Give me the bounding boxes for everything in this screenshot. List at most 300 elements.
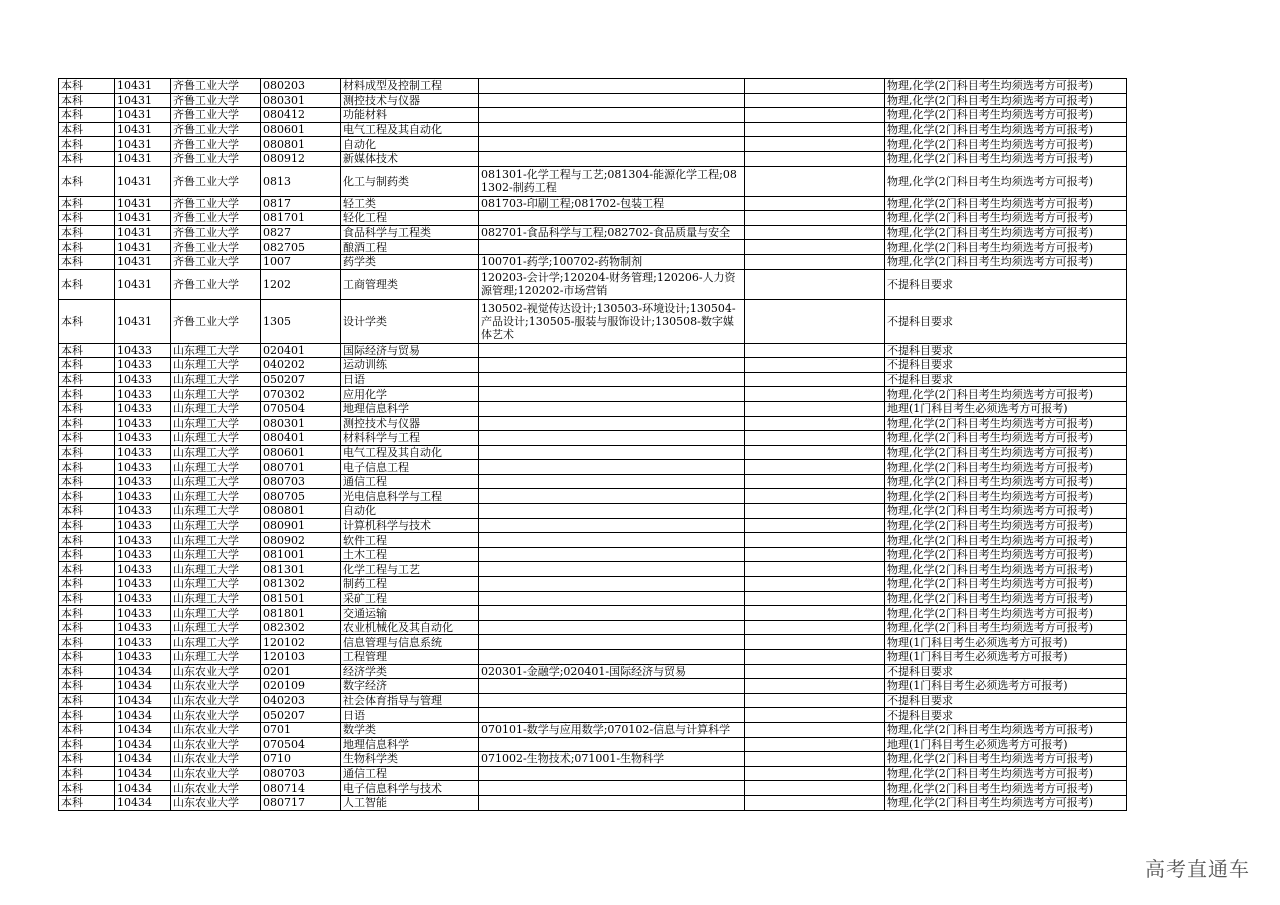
major-name-cell: 应用化学 [341,387,479,402]
major-code-cell: 081301 [261,562,341,577]
school-code-cell: 10434 [115,752,171,767]
major-code-cell: 080703 [261,474,341,489]
note-cell [745,577,885,592]
included-majors-cell [479,445,745,460]
note-cell [745,679,885,694]
included-majors-cell [479,766,745,781]
major-code-cell: 080902 [261,533,341,548]
school-code-cell: 10434 [115,722,171,737]
major-name-cell: 工商管理类 [341,269,479,299]
included-majors-cell [479,137,745,152]
major-name-cell: 地理信息科学 [341,401,479,416]
school-code-cell: 10433 [115,547,171,562]
school-name-cell: 齐鲁工业大学 [171,269,261,299]
major-code-cell: 080601 [261,122,341,137]
table-row [59,343,1127,358]
included-majors-cell [479,387,745,402]
major-code-cell: 0701 [261,722,341,737]
school-name-cell: 齐鲁工业大学 [171,151,261,166]
school-code-cell: 10431 [115,93,171,108]
note-cell [745,416,885,431]
note-cell [745,693,885,708]
note-cell [745,358,885,373]
level-cell: 本科 [59,533,115,548]
note-cell [745,79,885,94]
subject-requirement-cell: 物理,化学(2门科目考生均须选考方可报考) [885,460,1127,475]
major-name-cell: 自动化 [341,137,479,152]
major-name-cell: 化工与制药类 [341,166,479,196]
table-row [59,225,1127,240]
school-code-cell: 10431 [115,225,171,240]
major-name-cell: 通信工程 [341,474,479,489]
included-majors-cell [479,693,745,708]
note-cell [745,122,885,137]
table-row [59,431,1127,446]
major-code-cell: 080901 [261,518,341,533]
note-cell [745,343,885,358]
table-row [59,122,1127,137]
level-cell: 本科 [59,79,115,94]
major-code-cell: 081701 [261,211,341,226]
table-row [59,416,1127,431]
note-cell [745,489,885,504]
major-name-cell: 制药工程 [341,577,479,592]
school-name-cell: 齐鲁工业大学 [171,166,261,196]
major-code-cell: 080703 [261,766,341,781]
level-cell: 本科 [59,358,115,373]
included-majors-cell [479,79,745,94]
major-name-cell: 新媒体技术 [341,151,479,166]
level-cell: 本科 [59,474,115,489]
school-name-cell: 山东理工大学 [171,606,261,621]
included-majors-cell [479,431,745,446]
table-row [59,708,1127,723]
included-majors-cell [479,93,745,108]
school-name-cell: 齐鲁工业大学 [171,93,261,108]
major-code-cell: 080601 [261,445,341,460]
school-code-cell: 10433 [115,343,171,358]
major-code-cell: 120103 [261,650,341,665]
school-code-cell: 10433 [115,577,171,592]
level-cell: 本科 [59,93,115,108]
level-cell: 本科 [59,693,115,708]
major-name-cell: 食品科学与工程类 [341,225,479,240]
major-code-cell: 050207 [261,372,341,387]
school-code-cell: 10433 [115,504,171,519]
school-name-cell: 齐鲁工业大学 [171,79,261,94]
major-name-cell: 国际经济与贸易 [341,343,479,358]
school-code-cell: 10433 [115,474,171,489]
table-row [59,372,1127,387]
school-name-cell: 山东理工大学 [171,591,261,606]
subject-requirement-cell: 物理,化学(2门科目考生均须选考方可报考) [885,108,1127,123]
school-code-cell: 10433 [115,416,171,431]
major-name-cell: 信息管理与信息系统 [341,635,479,650]
major-name-cell: 材料成型及控制工程 [341,79,479,94]
school-name-cell: 山东理工大学 [171,533,261,548]
major-code-cell: 082705 [261,240,341,255]
level-cell: 本科 [59,166,115,196]
school-code-cell: 10431 [115,137,171,152]
school-name-cell: 齐鲁工业大学 [171,225,261,240]
level-cell: 本科 [59,431,115,446]
subject-requirement-cell: 物理,化学(2门科目考生均须选考方可报考) [885,166,1127,196]
included-majors-cell [479,518,745,533]
school-code-cell: 10434 [115,708,171,723]
major-code-cell: 080203 [261,79,341,94]
note-cell [745,781,885,796]
subject-requirement-cell: 物理(1门科目考生必须选考方可报考) [885,635,1127,650]
school-name-cell: 山东理工大学 [171,358,261,373]
included-majors-cell [479,240,745,255]
subject-requirement-cell: 物理,化学(2门科目考生均须选考方可报考) [885,151,1127,166]
school-code-cell: 10431 [115,166,171,196]
major-name-cell: 材料科学与工程 [341,431,479,446]
major-name-cell: 轻化工程 [341,211,479,226]
major-code-cell: 1007 [261,254,341,269]
school-code-cell: 10433 [115,431,171,446]
major-name-cell: 工程管理 [341,650,479,665]
school-code-cell: 10434 [115,664,171,679]
major-code-cell: 070504 [261,401,341,416]
school-name-cell: 山东理工大学 [171,635,261,650]
included-majors-cell [479,489,745,504]
table-row [59,606,1127,621]
school-name-cell: 山东理工大学 [171,562,261,577]
note-cell [745,752,885,767]
subject-requirement-cell: 物理,化学(2门科目考生均须选考方可报考) [885,122,1127,137]
level-cell: 本科 [59,108,115,123]
level-cell: 本科 [59,547,115,562]
note-cell [745,431,885,446]
major-name-cell: 社会体育指导与管理 [341,693,479,708]
major-code-cell: 050207 [261,708,341,723]
school-name-cell: 齐鲁工业大学 [171,211,261,226]
school-name-cell: 齐鲁工业大学 [171,299,261,343]
note-cell [745,664,885,679]
level-cell: 本科 [59,416,115,431]
major-name-cell: 电子信息科学与技术 [341,781,479,796]
major-name-cell: 土木工程 [341,547,479,562]
school-code-cell: 10434 [115,781,171,796]
school-code-cell: 10431 [115,269,171,299]
table-row [59,93,1127,108]
included-majors-cell [479,416,745,431]
subject-requirement-cell: 物理,化学(2门科目考生均须选考方可报考) [885,137,1127,152]
subject-requirement-cell: 物理,化学(2门科目考生均须选考方可报考) [885,795,1127,810]
school-name-cell: 山东农业大学 [171,693,261,708]
school-code-cell: 10431 [115,254,171,269]
table-row [59,591,1127,606]
subject-requirement-cell: 物理,化学(2门科目考生均须选考方可报考) [885,445,1127,460]
major-name-cell: 电气工程及其自动化 [341,445,479,460]
school-name-cell: 山东理工大学 [171,577,261,592]
included-majors-cell [479,620,745,635]
major-name-cell: 软件工程 [341,533,479,548]
subject-requirement-cell: 不提科目要求 [885,343,1127,358]
note-cell [745,211,885,226]
school-name-cell: 山东农业大学 [171,679,261,694]
note-cell [745,591,885,606]
level-cell: 本科 [59,766,115,781]
level-cell: 本科 [59,635,115,650]
level-cell: 本科 [59,299,115,343]
subject-requirement-cell: 物理,化学(2门科目考生均须选考方可报考) [885,577,1127,592]
major-code-cell: 0827 [261,225,341,240]
major-name-cell: 酿酒工程 [341,240,479,255]
major-name-cell: 生物科学类 [341,752,479,767]
table-row [59,547,1127,562]
table-row [59,664,1127,679]
major-code-cell: 1202 [261,269,341,299]
level-cell: 本科 [59,577,115,592]
major-name-cell: 运动训练 [341,358,479,373]
table-row [59,577,1127,592]
table-row [59,737,1127,752]
note-cell [745,562,885,577]
major-code-cell: 080701 [261,460,341,475]
included-majors-cell [479,708,745,723]
major-name-cell: 计算机科学与技术 [341,518,479,533]
level-cell: 本科 [59,737,115,752]
included-majors-cell [479,679,745,694]
school-name-cell: 山东理工大学 [171,445,261,460]
table-row [59,781,1127,796]
major-name-cell: 采矿工程 [341,591,479,606]
table-row [59,401,1127,416]
included-majors-cell [479,577,745,592]
level-cell: 本科 [59,269,115,299]
major-code-cell: 070504 [261,737,341,752]
school-name-cell: 齐鲁工业大学 [171,240,261,255]
school-name-cell: 山东理工大学 [171,518,261,533]
major-name-cell: 电子信息工程 [341,460,479,475]
included-majors-cell [479,650,745,665]
major-code-cell: 040202 [261,358,341,373]
included-majors-cell [479,635,745,650]
level-cell: 本科 [59,401,115,416]
major-name-cell: 经济学类 [341,664,479,679]
school-name-cell: 山东农业大学 [171,795,261,810]
major-code-cell: 0813 [261,166,341,196]
subject-requirement-cell: 地理(1门科目考生必须选考方可报考) [885,737,1127,752]
table-row [59,151,1127,166]
included-majors-cell: 081703-印刷工程;081702-包装工程 [479,196,745,211]
note-cell [745,766,885,781]
table-row [59,504,1127,519]
level-cell: 本科 [59,606,115,621]
table-row [59,795,1127,810]
level-cell: 本科 [59,620,115,635]
subject-requirement-cell: 物理,化学(2门科目考生均须选考方可报考) [885,562,1127,577]
note-cell [745,518,885,533]
table-row [59,693,1127,708]
note-cell [745,108,885,123]
school-code-cell: 10433 [115,460,171,475]
level-cell: 本科 [59,664,115,679]
table-row [59,196,1127,211]
subject-requirement-cell: 物理,化学(2门科目考生均须选考方可报考) [885,518,1127,533]
school-code-cell: 10433 [115,445,171,460]
school-name-cell: 山东农业大学 [171,664,261,679]
subject-requirement-cell: 物理,化学(2门科目考生均须选考方可报考) [885,211,1127,226]
table-row [59,620,1127,635]
level-cell: 本科 [59,795,115,810]
table-row [59,650,1127,665]
school-code-cell: 10434 [115,766,171,781]
school-name-cell: 山东理工大学 [171,460,261,475]
major-requirements-table [58,78,1127,811]
school-code-cell: 10433 [115,401,171,416]
major-name-cell: 地理信息科学 [341,737,479,752]
school-code-cell: 10431 [115,211,171,226]
school-code-cell: 10433 [115,518,171,533]
level-cell: 本科 [59,137,115,152]
major-name-cell: 日语 [341,708,479,723]
note-cell [745,620,885,635]
table-row [59,635,1127,650]
subject-requirement-cell: 物理,化学(2门科目考生均须选考方可报考) [885,489,1127,504]
school-code-cell: 10433 [115,650,171,665]
major-code-cell: 080412 [261,108,341,123]
included-majors-cell: 081301-化学工程与工艺;081304-能源化学工程;081302-制药工程 [479,166,745,196]
school-code-cell: 10431 [115,196,171,211]
level-cell: 本科 [59,225,115,240]
school-code-cell: 10433 [115,387,171,402]
major-name-cell: 测控技术与仪器 [341,416,479,431]
table-row [59,137,1127,152]
table-row [59,562,1127,577]
table-row [59,211,1127,226]
table-row [59,460,1127,475]
level-cell: 本科 [59,372,115,387]
included-majors-cell [479,151,745,166]
note-cell [745,708,885,723]
subject-requirement-cell: 物理,化学(2门科目考生均须选考方可报考) [885,93,1127,108]
included-majors-cell [479,474,745,489]
school-name-cell: 齐鲁工业大学 [171,196,261,211]
table-row [59,766,1127,781]
major-name-cell: 农业机械化及其自动化 [341,620,479,635]
note-cell [745,547,885,562]
included-majors-cell [479,122,745,137]
subject-requirement-cell: 物理,化学(2门科目考生均须选考方可报考) [885,722,1127,737]
school-code-cell: 10434 [115,737,171,752]
table-row [59,269,1127,299]
subject-requirement-cell: 不提科目要求 [885,269,1127,299]
major-name-cell: 轻工类 [341,196,479,211]
major-code-cell: 080705 [261,489,341,504]
school-code-cell: 10433 [115,635,171,650]
table-row [59,474,1127,489]
level-cell: 本科 [59,752,115,767]
subject-requirement-cell: 物理,化学(2门科目考生均须选考方可报考) [885,547,1127,562]
major-name-cell: 电气工程及其自动化 [341,122,479,137]
table-row [59,679,1127,694]
major-name-cell: 数字经济 [341,679,479,694]
included-majors-cell: 120203-会计学;120204-财务管理;120206-人力资源管理;120202-市场营销 [479,269,745,299]
included-majors-cell [479,108,745,123]
watermark-text: 高考直通车 [1145,857,1250,881]
included-majors-cell [479,606,745,621]
level-cell: 本科 [59,562,115,577]
included-majors-cell [479,562,745,577]
included-majors-cell: 130502-视觉传达设计;130503-环境设计;130504-产品设计;130505-服装与服饰设计;130508-数字媒体艺术 [479,299,745,343]
subject-requirement-cell: 物理,化学(2门科目考生均须选考方可报考) [885,620,1127,635]
included-majors-cell [479,211,745,226]
school-name-cell: 山东理工大学 [171,504,261,519]
table-row [59,79,1127,94]
subject-requirement-cell: 物理,化学(2门科目考生均须选考方可报考) [885,752,1127,767]
school-name-cell: 山东农业大学 [171,708,261,723]
note-cell [745,795,885,810]
included-majors-cell [479,533,745,548]
table-row [59,166,1127,196]
school-name-cell: 山东农业大学 [171,722,261,737]
level-cell: 本科 [59,387,115,402]
major-code-cell: 080717 [261,795,341,810]
school-code-cell: 10431 [115,151,171,166]
major-name-cell: 人工智能 [341,795,479,810]
level-cell: 本科 [59,518,115,533]
subject-requirement-cell: 不提科目要求 [885,358,1127,373]
school-code-cell: 10433 [115,562,171,577]
subject-requirement-cell: 物理,化学(2门科目考生均须选考方可报考) [885,431,1127,446]
subject-requirement-cell: 物理(1门科目考生必须选考方可报考) [885,650,1127,665]
level-cell: 本科 [59,254,115,269]
school-code-cell: 10433 [115,533,171,548]
school-code-cell: 10433 [115,372,171,387]
major-name-cell: 药学类 [341,254,479,269]
subject-requirement-cell: 物理,化学(2门科目考生均须选考方可报考) [885,416,1127,431]
subject-requirement-cell: 物理,化学(2门科目考生均须选考方可报考) [885,196,1127,211]
subject-requirement-cell: 物理(1门科目考生必须选考方可报考) [885,679,1127,694]
major-code-cell: 0201 [261,664,341,679]
school-code-cell: 10433 [115,620,171,635]
school-code-cell: 10433 [115,489,171,504]
school-name-cell: 山东理工大学 [171,401,261,416]
subject-requirement-cell: 物理,化学(2门科目考生均须选考方可报考) [885,766,1127,781]
subject-requirement-cell: 物理,化学(2门科目考生均须选考方可报考) [885,504,1127,519]
level-cell: 本科 [59,708,115,723]
school-code-cell: 10434 [115,795,171,810]
note-cell [745,151,885,166]
major-code-cell: 081001 [261,547,341,562]
major-name-cell: 交通运输 [341,606,479,621]
school-code-cell: 10431 [115,299,171,343]
major-code-cell: 0710 [261,752,341,767]
major-code-cell: 080301 [261,93,341,108]
major-code-cell: 081302 [261,577,341,592]
school-name-cell: 山东理工大学 [171,343,261,358]
subject-requirement-cell: 不提科目要求 [885,299,1127,343]
major-code-cell: 0817 [261,196,341,211]
note-cell [745,225,885,240]
major-name-cell: 通信工程 [341,766,479,781]
note-cell [745,299,885,343]
included-majors-cell [479,737,745,752]
subject-requirement-cell: 物理,化学(2门科目考生均须选考方可报考) [885,474,1127,489]
included-majors-cell [479,372,745,387]
note-cell [745,606,885,621]
school-name-cell: 山东农业大学 [171,737,261,752]
subject-requirement-cell: 物理,化学(2门科目考生均须选考方可报考) [885,591,1127,606]
school-name-cell: 山东理工大学 [171,474,261,489]
major-code-cell: 1305 [261,299,341,343]
subject-requirement-cell: 地理(1门科目考生必须选考方可报考) [885,401,1127,416]
included-majors-cell [479,504,745,519]
major-code-cell: 081501 [261,591,341,606]
